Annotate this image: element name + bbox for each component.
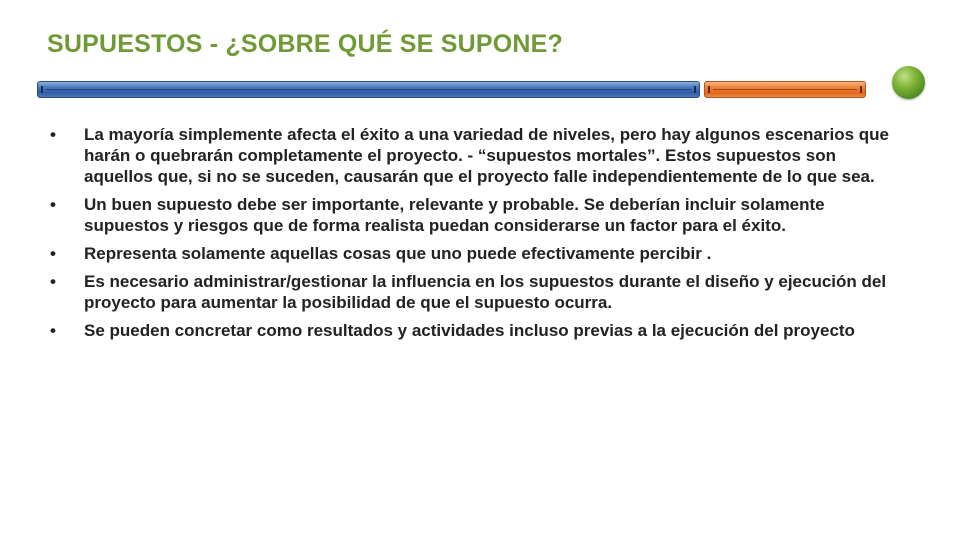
bullet-list (50, 124, 900, 348)
bullet-item (50, 243, 900, 264)
bar-notch (860, 86, 862, 93)
bar-notch (694, 86, 696, 93)
bar-line (713, 89, 857, 90)
bar-notch (708, 86, 710, 93)
bullet-text: Se pueden concretar como resultados y actividades incluso previas a la ejecución del proyecto (84, 321, 855, 340)
green-circle-icon (892, 66, 925, 99)
bullet-item (50, 124, 900, 187)
bullet-item (50, 320, 900, 341)
bullet-text: La mayoría simplemente afecta el éxito a una variedad de niveles, pero hay algunos escenarios que harán o quebrarán completamente el proyecto. - “supuestos mortales”. Estos supuestos son aquellos que, si no se suceden, causarán que el proyecto falle independientemente de lo que sea. (84, 125, 889, 186)
bullet-text: Un buen supuesto debe ser importante, relevante y probable. Se deberían incluir solamente supuestos y riesgos que de forma realista puedan considerarse un factor para el éxito. (84, 195, 825, 235)
bar-line (46, 89, 691, 90)
bullet-dot: • (50, 195, 56, 214)
slide-title: SUPUESTOS - ¿SOBRE QUÉ SE SUPONE? (47, 30, 563, 58)
decorative-bar-blue (37, 81, 700, 98)
bar-notch (41, 86, 43, 93)
bullet-dot: • (50, 321, 56, 340)
bullet-text: Representa solamente aquellas cosas que uno puede efectivamente percibir . (84, 244, 712, 263)
bullet-item (50, 194, 900, 236)
bullet-dot: • (50, 244, 56, 263)
decorative-bar-orange (704, 81, 866, 98)
bullet-dot: • (50, 272, 56, 291)
bullet-text: Es necesario administrar/gestionar la influencia en los supuestos durante el diseño y ejecución del proyecto para aumentar la posibilidad de que el supuesto ocurra. (84, 272, 887, 312)
bullet-item (50, 271, 900, 313)
bullet-dot: • (50, 125, 56, 144)
